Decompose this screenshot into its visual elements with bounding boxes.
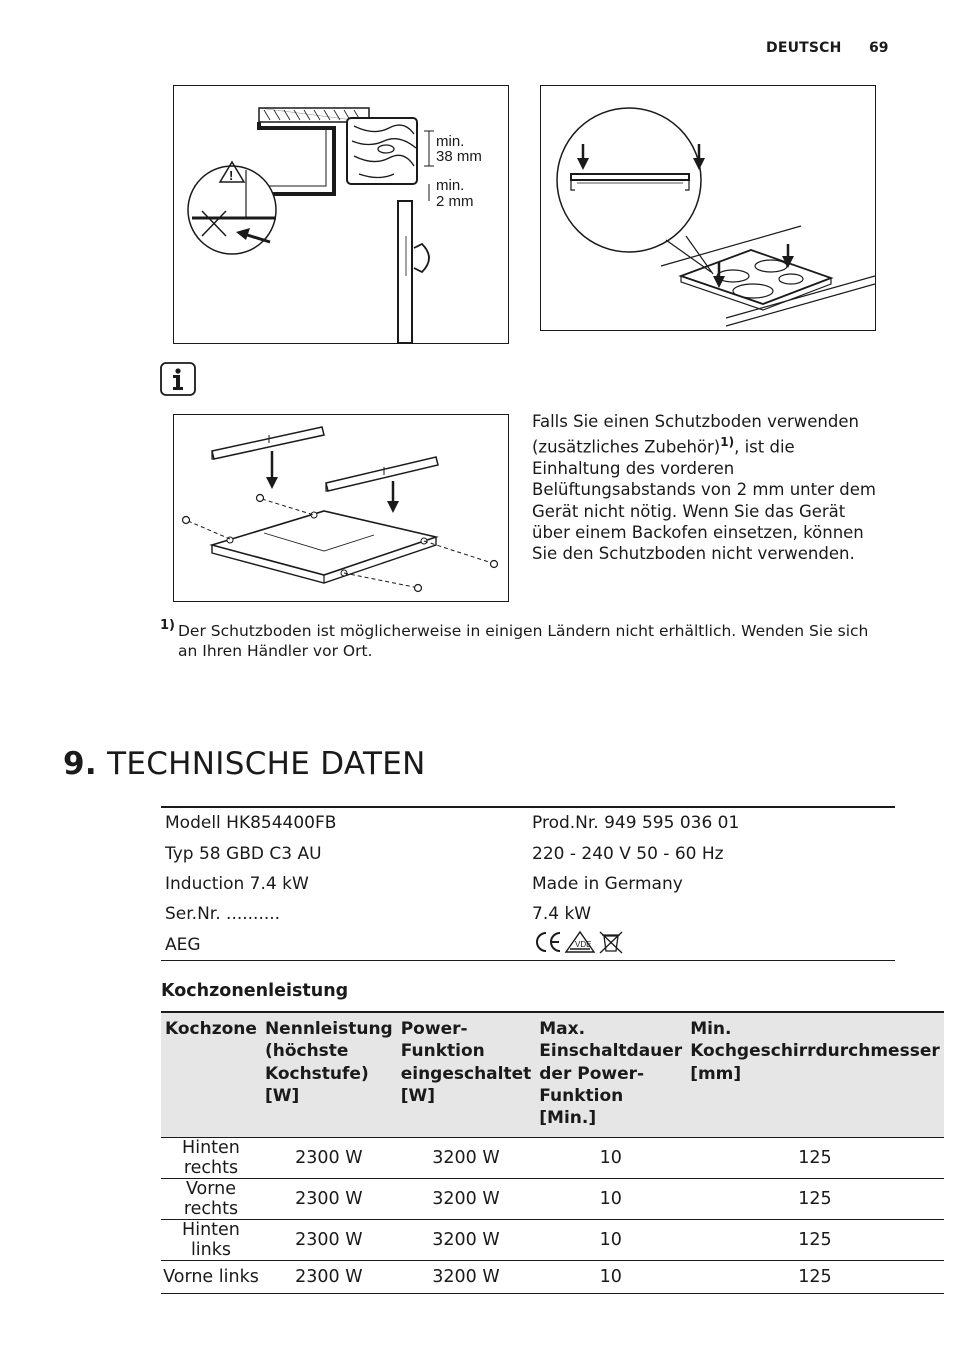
table-cell: 125 [686, 1138, 944, 1179]
clearance-label-top-1: min. [436, 133, 465, 150]
figure-hob-insertion [540, 85, 876, 331]
table-cell: Vorne rechts [161, 1179, 261, 1220]
note-text-after: , ist die Einhaltung des vorderen Belüftungsabstands von 2 mm unter dem Gerät nicht nötig. Wenn Sie das Gerät über einem Backofen einsetzen, können Sie den Schutzboden nicht verwenden. [532, 437, 876, 564]
table-cell: 125 [686, 1179, 944, 1220]
info-icon [160, 362, 196, 396]
cooking-zone-table [161, 1011, 944, 1294]
table-cell: 10 [535, 1138, 686, 1179]
spec-row [161, 930, 895, 960]
table-cell: 125 [686, 1220, 944, 1261]
table-cell: 3200 W [397, 1220, 536, 1261]
clearance-label-bottom-2: 2 mm [436, 193, 474, 210]
section-title-text: TECHNISCHE DATEN [107, 746, 426, 782]
spec-row [161, 808, 895, 838]
spec-cell: Modell HK854400FB [165, 813, 337, 834]
certification-marks [532, 929, 895, 960]
table-cell: Hinten rechts [161, 1138, 261, 1179]
footnote-mark: 1) [160, 618, 175, 633]
column-header: Max. Einschaltdauer der Power-Funktion [Min.] [535, 1012, 686, 1138]
table-cell: 3200 W [397, 1261, 536, 1294]
weee-bin-icon [600, 932, 622, 953]
header-language: DEUTSCH [766, 40, 842, 56]
table-cell: 2300 W [261, 1179, 397, 1220]
table-cell: Hinten links [161, 1220, 261, 1261]
table-cell: 125 [686, 1261, 944, 1294]
table-header-row [161, 1012, 944, 1138]
column-header: Nennleistung (höchste Kochstufe) [W] [261, 1012, 397, 1138]
spec-cell: 220 - 240 V 50 - 60 Hz [532, 843, 724, 864]
table-cell: 2300 W [261, 1138, 397, 1179]
table-cell: Vorne links [161, 1261, 261, 1294]
table-row [161, 1138, 944, 1179]
spec-cell: Induction 7.4 kW [165, 873, 309, 894]
subsection-title: Kochzonenleistung [161, 981, 349, 1001]
spec-cell: Ser.Nr. .......... [165, 904, 281, 925]
clearance-label-top-2: 38 mm [436, 148, 482, 165]
note-text-before: Falls Sie einen Schutzboden verwenden (zusätzliches Zubehör) [532, 412, 859, 457]
warning-icon: ! [229, 168, 234, 183]
ce-mark-icon [537, 933, 560, 951]
table-cell: 3200 W [397, 1179, 536, 1220]
figure-protective-floor [173, 414, 509, 602]
spec-row [161, 899, 895, 929]
vde-mark-icon [566, 932, 594, 952]
table-cell: 10 [535, 1179, 686, 1220]
table-cell: 10 [535, 1220, 686, 1261]
spec-cell: AEG [165, 934, 201, 955]
table-row [161, 1220, 944, 1261]
spec-cell: Prod.Nr. 949 595 036 01 [532, 813, 740, 834]
table-row [161, 1261, 944, 1294]
footnote-text: Der Schutzboden ist möglicherweise in einigen Ländern nicht erhältlich. Wenden Sie sich an Ihren Händler vor Ort. [178, 622, 869, 660]
table-row [161, 1179, 944, 1220]
spec-cell: 7.4 kW [532, 904, 592, 925]
figure-worktop-clearance [173, 85, 509, 344]
column-header: Min. Kochgeschirrdurchmesser [mm] [686, 1012, 944, 1138]
table-cell: 3200 W [397, 1138, 536, 1179]
column-header: Kochzone [161, 1012, 261, 1138]
rating-plate-table [161, 806, 895, 961]
spec-row [161, 838, 895, 868]
spec-row [161, 869, 895, 899]
section-number: 9. [63, 746, 97, 782]
table-cell: 2300 W [261, 1220, 397, 1261]
note-footnote-ref: 1) [720, 435, 735, 450]
spec-cell: Typ 58 GBD C3 AU [165, 843, 322, 864]
table-cell: 2300 W [261, 1261, 397, 1294]
clearance-label-bottom-1: min. [436, 177, 465, 194]
spec-cell: Made in Germany [532, 873, 683, 894]
page-number: 69 [869, 40, 889, 56]
svg-text:VDE: VDE [575, 940, 592, 950]
column-header: Power-Funktion eingeschaltet [W] [397, 1012, 536, 1138]
protective-floor-note [532, 411, 882, 565]
section-title [63, 746, 426, 782]
table-cell: 10 [535, 1261, 686, 1294]
